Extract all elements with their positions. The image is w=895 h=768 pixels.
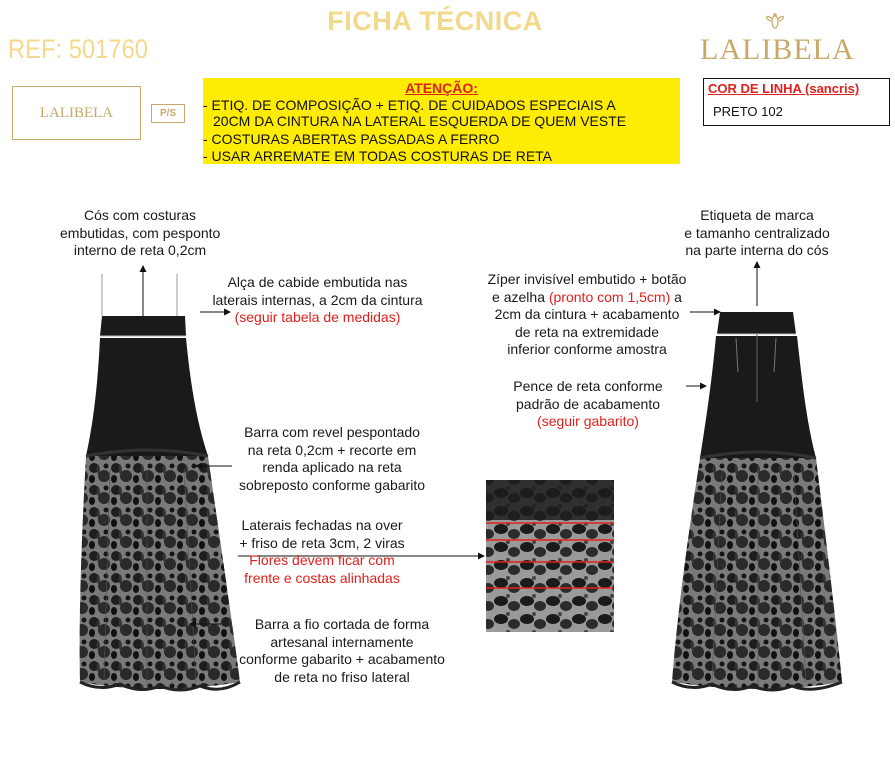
back-skirt-drawing bbox=[672, 312, 842, 690]
attention-line-1: - ETIQ. DE COMPOSIÇÃO + ETIQ. DE CUIDADOS ESPECIAIS A bbox=[203, 97, 616, 113]
note-text: de reta na extremidade bbox=[515, 323, 659, 340]
reference-code: REF: 501760 bbox=[8, 34, 149, 64]
note-text: embutidas, com pesponto bbox=[60, 224, 221, 241]
note-text: Laterais fechadas na over bbox=[241, 517, 403, 533]
note-text: inferior conforme amostra bbox=[507, 341, 667, 357]
note-text: Barra a fio cortada de forma bbox=[254, 616, 430, 632]
note-text-part: e azelha bbox=[492, 288, 549, 305]
thread-color-value: PRETO 102 bbox=[713, 104, 783, 119]
note-hanger-loop bbox=[200, 274, 435, 327]
note-text: na reta 0,2cm + recorte em bbox=[247, 441, 417, 458]
note-text: na parte interna do cós bbox=[685, 242, 829, 258]
brand-label-tag: LALIBELA bbox=[12, 86, 141, 140]
note-text-red: (seguir tabela de medidas) bbox=[234, 309, 401, 325]
note-text: Zíper invisível embutido + botão bbox=[487, 271, 687, 287]
note-dart bbox=[498, 378, 678, 431]
note-back-label bbox=[672, 207, 842, 260]
attention-title: ATENÇÃO: bbox=[405, 80, 478, 96]
note-text: Pence de reta conforme bbox=[513, 378, 663, 394]
note-text: de reta no friso lateral bbox=[274, 668, 410, 685]
note-text-part: a bbox=[670, 288, 682, 305]
note-text: interno de reta 0,2cm bbox=[73, 242, 207, 258]
attention-line-2: 20CM DA CINTURA NA LATERAL ESQUERDA DE QUEM VESTE bbox=[213, 113, 627, 129]
note-text: renda aplicado na reta bbox=[262, 459, 402, 475]
note-side-seams bbox=[222, 517, 422, 587]
note-text-red: (seguir gabarito) bbox=[537, 413, 639, 429]
note-lace-hem bbox=[222, 616, 462, 686]
brand-logo: LALIBELA bbox=[700, 33, 855, 66]
note-text bbox=[472, 289, 702, 307]
size-tag: P/S bbox=[151, 104, 185, 123]
note-zipper bbox=[472, 271, 702, 359]
note-text-red: Flores devem ficar com bbox=[249, 552, 395, 568]
front-skirt-drawing bbox=[80, 274, 240, 690]
note-text: artesanal internamente bbox=[270, 633, 414, 650]
note-text: Cós com costuras bbox=[83, 207, 197, 223]
note-text: Alça de cabide embutida nas bbox=[227, 274, 408, 290]
note-text: 2cm da cintura + acabamento bbox=[494, 306, 680, 322]
note-text: + friso de reta 3cm, 2 viras bbox=[239, 534, 405, 551]
note-hem-facing bbox=[222, 424, 442, 494]
note-text: laterais internas, a 2cm da cintura bbox=[212, 291, 423, 308]
note-text: Barra com revel pespontado bbox=[244, 424, 420, 440]
note-text: sobreposto conforme gabarito bbox=[239, 476, 425, 493]
note-text: padrão de acabamento bbox=[516, 395, 660, 412]
lace-swatch-photo bbox=[486, 480, 614, 632]
attention-line-4: - USAR ARREMATE EM TODAS COSTURAS DE RETA bbox=[203, 148, 553, 164]
attention-line-3: - COSTURAS ABERTAS PASSADAS A FERRO bbox=[203, 131, 500, 147]
note-text-red: frente e costas alinhadas bbox=[244, 569, 400, 586]
note-front-waist bbox=[60, 207, 220, 260]
note-text: e tamanho centralizado bbox=[684, 224, 830, 241]
note-text-red: (pronto com 1,5cm) bbox=[548, 288, 671, 305]
page-title: FICHA TÉCNICA bbox=[327, 6, 543, 36]
thread-color-title: COR DE LINHA (sancris) bbox=[708, 81, 860, 96]
note-text: conforme gabarito + acabamento bbox=[239, 651, 445, 667]
note-text: Etiqueta de marca bbox=[700, 207, 814, 223]
